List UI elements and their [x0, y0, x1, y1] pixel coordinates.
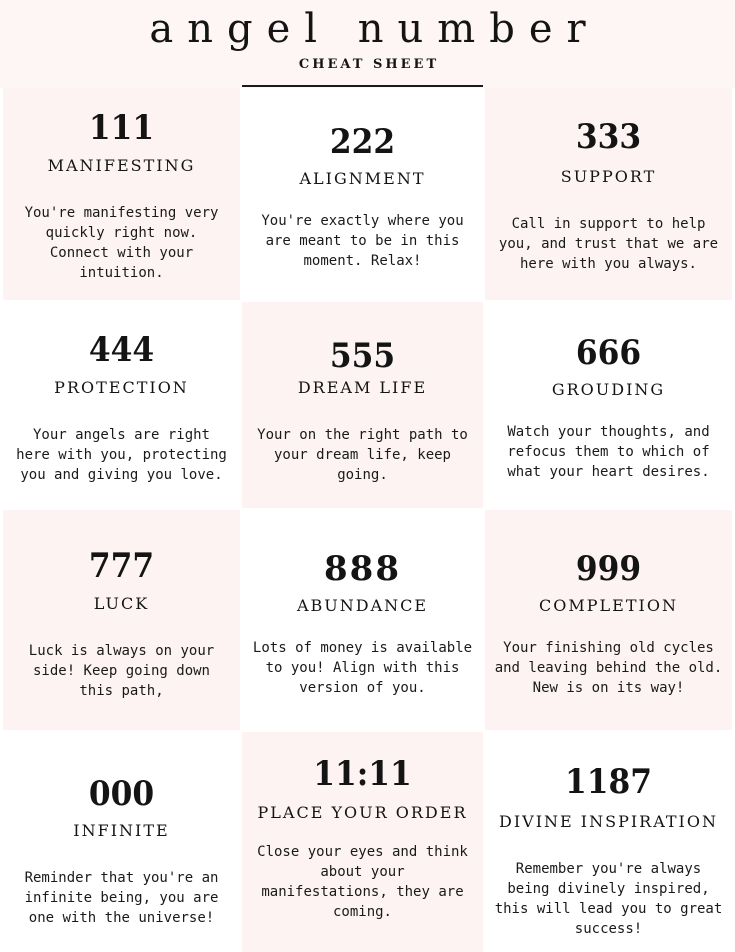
card-777 — [3, 510, 240, 730]
card-label: DREAM LIFE — [297, 378, 428, 397]
page-subtitle: CHEAT SHEET — [298, 57, 440, 72]
card-description: Your on the right path to your dream life, keep going. — [257, 427, 468, 483]
title-divider — [242, 85, 483, 87]
card-label: ALIGNMENT — [299, 169, 426, 188]
card-number: 555 — [329, 336, 396, 376]
card-label: MANIFESTING — [47, 156, 196, 175]
card-label: ABUNDANCE — [296, 596, 429, 615]
card-description: Your finishing old cycles and leaving behind the old. New is on its way! — [494, 640, 723, 696]
card-888 — [242, 510, 483, 730]
card-number: 111 — [88, 108, 155, 148]
card-description: Watch your thoughts, and refocus them to which of what your heart desires. — [507, 424, 710, 480]
card-label: LUCK — [93, 594, 150, 613]
card-number: 1187 — [564, 762, 653, 802]
card-666 — [485, 302, 732, 508]
card-label: INFINITE — [73, 821, 170, 840]
card-description: Your angels are right here with you, protecting you and giving you love. — [16, 427, 227, 483]
card-description: You're exactly where you are meant to be in this moment. Relax! — [261, 213, 464, 269]
card-number: 444 — [88, 330, 155, 370]
card-description: Remember you're always being divinely inspired, this will lead you to great success! — [494, 861, 723, 937]
card-111 — [3, 88, 240, 300]
card-number: 999 — [575, 549, 642, 589]
card-000 — [3, 732, 240, 952]
card-444 — [3, 302, 240, 508]
card-999 — [485, 510, 732, 730]
card-description: Call in support to help you, and trust that we are here with you always. — [498, 216, 719, 272]
card-label: DIVINE INSPIRATION — [499, 812, 718, 831]
card-number: 000 — [88, 774, 155, 814]
card-label: PLACE YOUR ORDER — [257, 803, 468, 822]
card-555 — [242, 302, 483, 508]
card-description: Lots of money is available to you! Align with this version of you. — [252, 640, 473, 696]
card-number: 333 — [575, 117, 642, 157]
card-number: 11:11 — [313, 754, 412, 794]
card-number: 666 — [575, 333, 642, 373]
card-description: Luck is always on your side! Keep going down this path, — [28, 643, 215, 699]
card-label: GROUDING — [551, 380, 666, 399]
card-label: SUPPORT — [560, 167, 657, 186]
card-description: Reminder that you're an infinite being, you are one with the universe! — [24, 870, 219, 926]
page-title: angel number — [149, 6, 600, 52]
card-number: 222 — [329, 122, 396, 162]
card-number: 777 — [88, 546, 155, 586]
card-description: You're manifesting very quickly right now. Connect with your intuition. — [24, 205, 219, 281]
card-333 — [485, 88, 732, 300]
card-label: PROTECTION — [54, 378, 189, 397]
card-1111 — [242, 732, 483, 952]
card-number: 888 — [324, 549, 401, 589]
card-label: COMPLETION — [539, 596, 678, 615]
card-222 — [242, 88, 483, 300]
card-1187 — [485, 732, 732, 952]
card-description: Close your eyes and think about your manifestations, they are coming. — [257, 844, 468, 920]
